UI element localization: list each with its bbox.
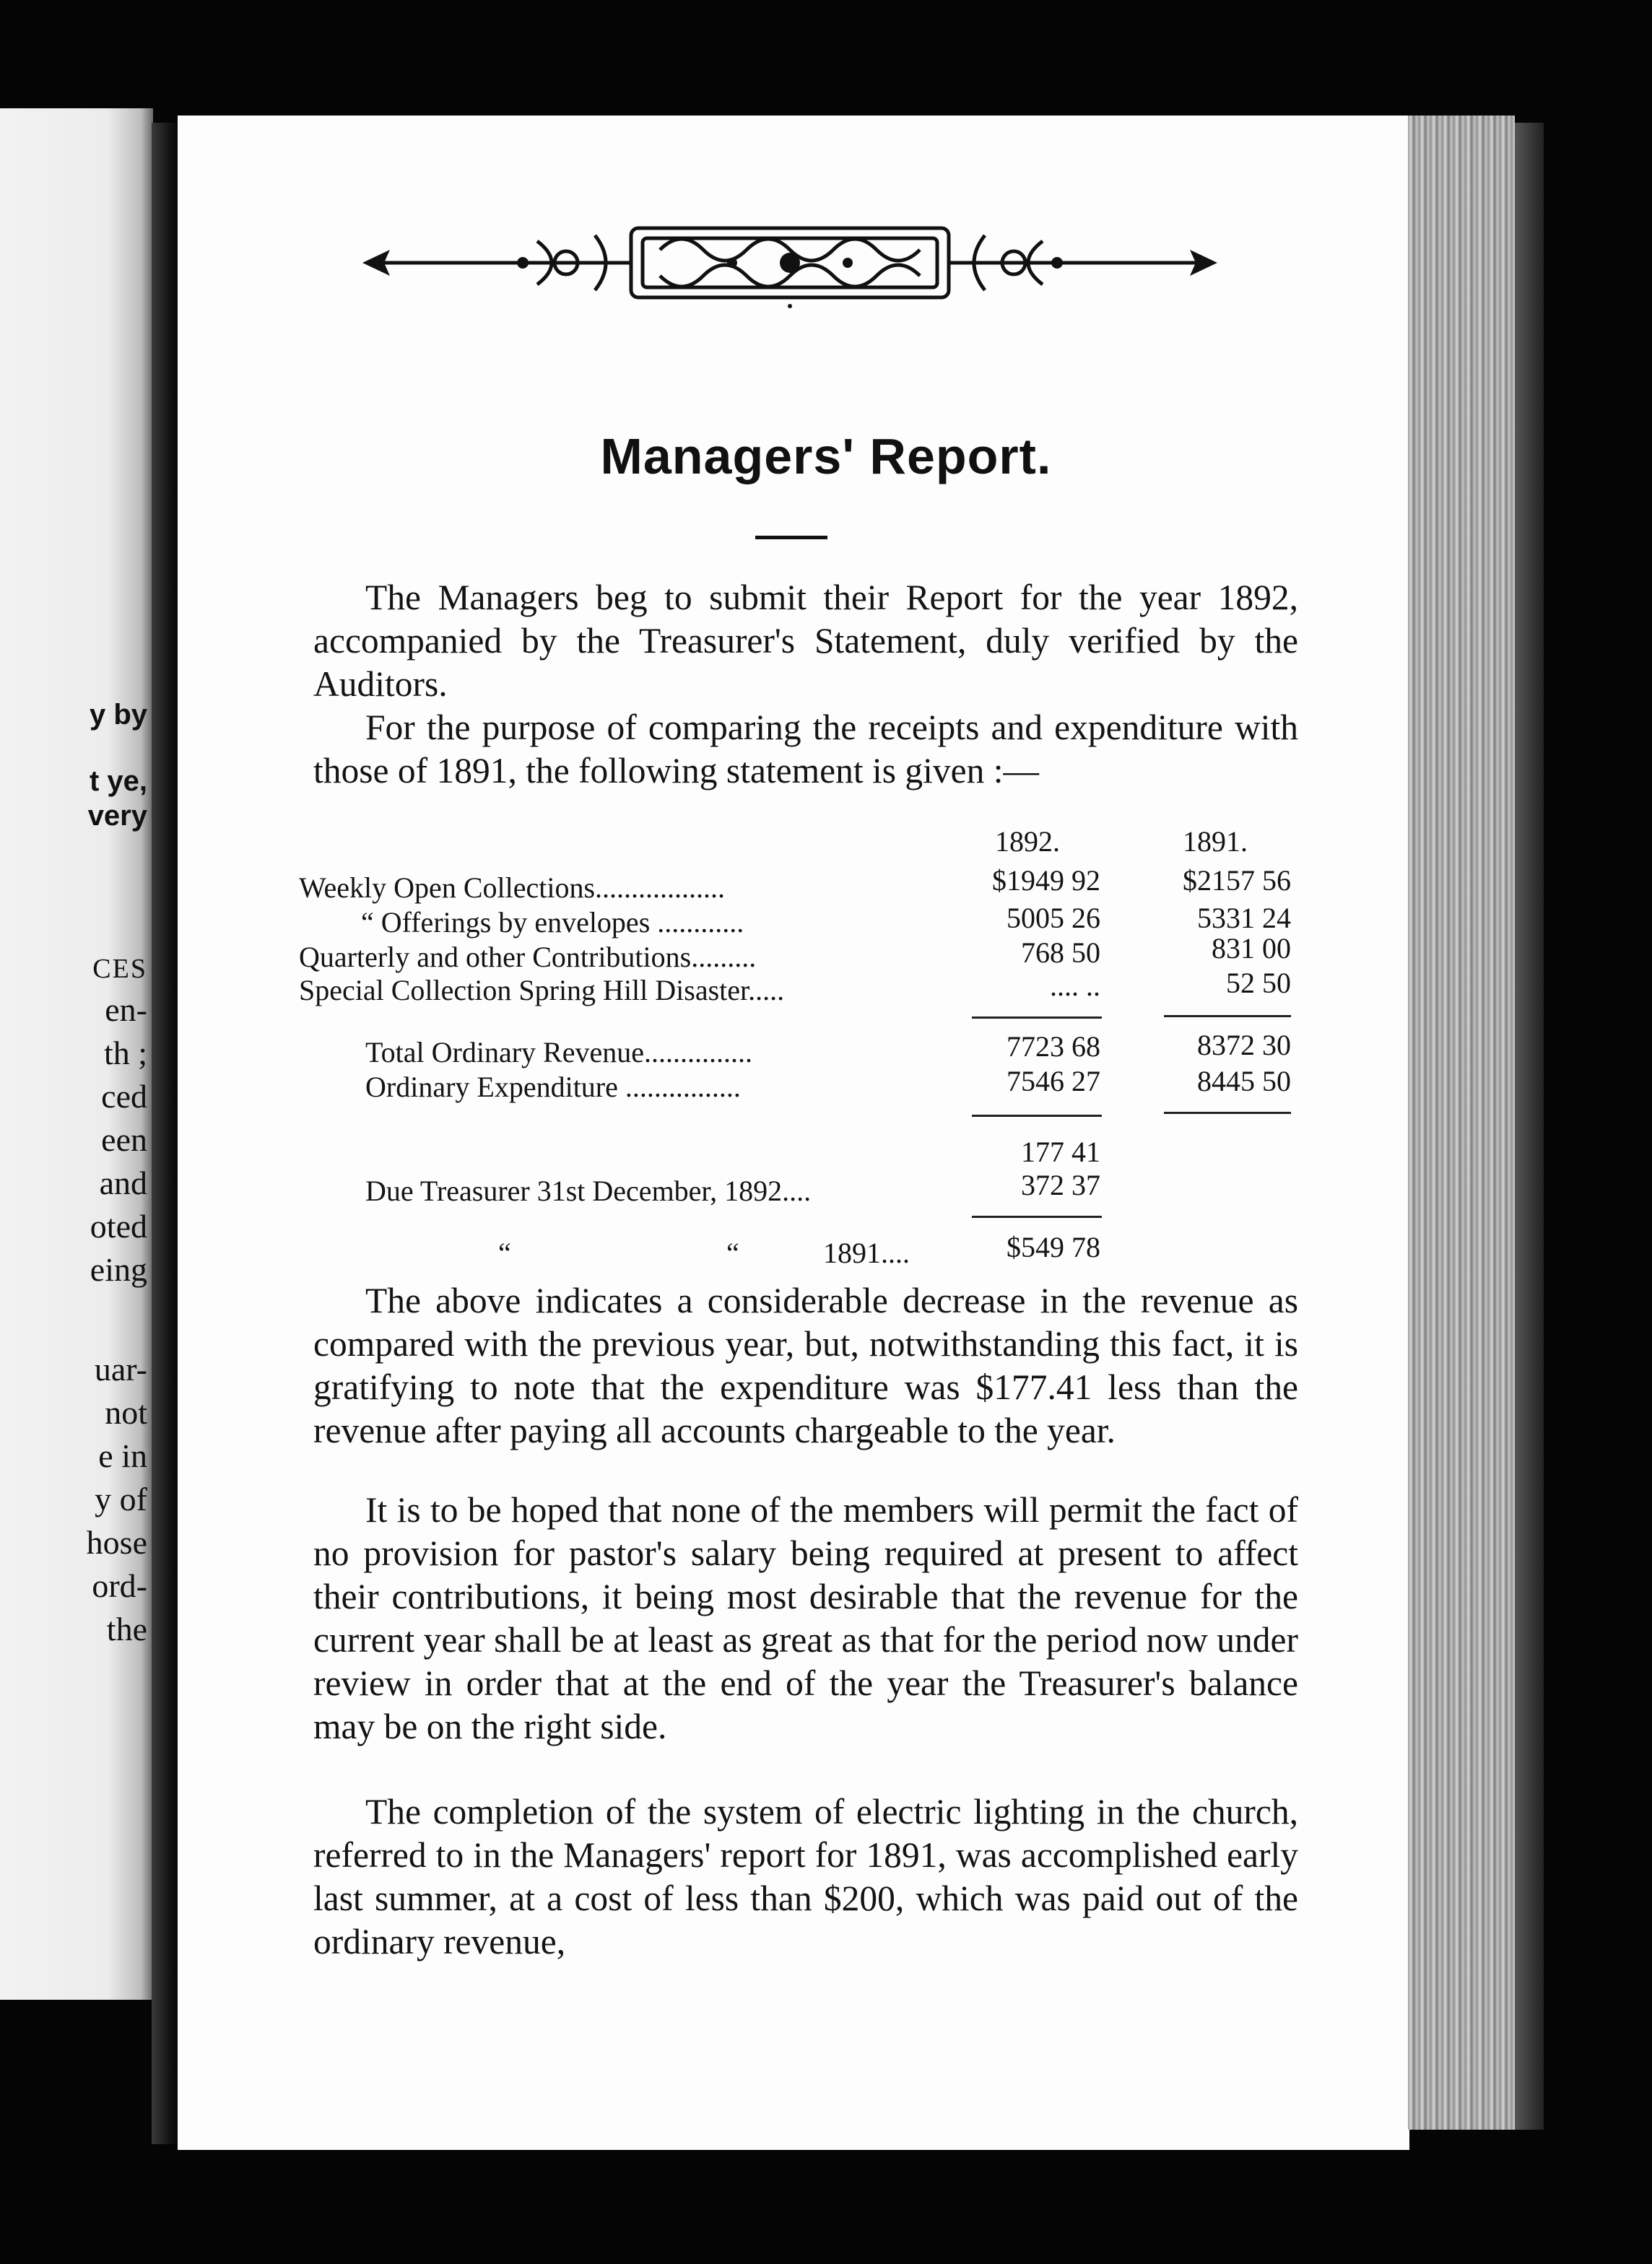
left-page-fragment: eing bbox=[90, 1251, 147, 1288]
ditto-mark: “ bbox=[726, 1237, 739, 1269]
statement-row-label: Special Collection Spring Hill Disaster..... bbox=[299, 974, 785, 1006]
intro-paragraph: For the purpose of comparing the receipts and expenditure with those of 1891, the following statement is given :— bbox=[313, 708, 1298, 791]
statement-value-1891: $2157 56 bbox=[1183, 864, 1291, 897]
statement-value-1892: 5005 26 bbox=[1007, 902, 1100, 934]
left-page-fragment: not bbox=[105, 1394, 147, 1431]
left-page-fragment: oted bbox=[90, 1208, 147, 1245]
left-page-fragment: uar- bbox=[94, 1351, 147, 1388]
left-page-fragment: ord- bbox=[92, 1567, 147, 1604]
due-rule bbox=[972, 1216, 1102, 1218]
body-paragraph: The completion of the system of electric lighting in the church, referred to in the Managers' report for 1891, was accomplished early last summer, at a cost of less than $200, which was paid out of the ordinary revenue, bbox=[313, 1792, 1298, 1962]
statement-value-1891: 5331 24 bbox=[1197, 902, 1291, 934]
intro-paragraph: The Managers beg to submit their Report for the year 1892, accompanied by the Treasurer's Statement, duly verified by the Auditors. bbox=[313, 578, 1298, 704]
left-page-fragment: hose bbox=[86, 1524, 147, 1561]
title-rule bbox=[755, 536, 827, 539]
page-edges bbox=[1408, 116, 1515, 2130]
due-1891-year-label: 1891.... bbox=[823, 1237, 910, 1269]
left-page-fragment: CES bbox=[92, 954, 147, 984]
total-value-1891: 8445 50 bbox=[1197, 1065, 1291, 1097]
statement-row-label: Quarterly and other Contributions......... bbox=[299, 941, 757, 973]
statement-value-1891: 831 00 bbox=[1212, 932, 1291, 965]
statement-value-1892: .... .. bbox=[1050, 970, 1100, 1002]
body-paragraph: It is to be hoped that none of the members will permit the fact of no provision for pastor's salary being required at present to affect their contributions, it being most desirable that the revenue for the current year shall be at least as great as that for the period now under review in order that at the end of the year the Treasurer's balance may be on the right side. bbox=[313, 1490, 1298, 1746]
page-edges-shadow bbox=[1515, 123, 1544, 2130]
left-page-fragment: t ye, bbox=[89, 765, 147, 797]
statement-row-label: “ Offerings by envelopes ............ bbox=[361, 906, 744, 939]
total-value-1891: 8372 30 bbox=[1197, 1029, 1291, 1061]
total-value-1892: 7546 27 bbox=[1007, 1065, 1100, 1097]
left-page-fragment: en- bbox=[105, 991, 147, 1028]
statement-value-1891: 52 50 bbox=[1226, 967, 1291, 999]
due-treasurer-value: 372 37 bbox=[1021, 1169, 1100, 1201]
ornament-header-icon bbox=[357, 206, 1223, 315]
subtotal-rule bbox=[972, 1016, 1102, 1019]
total-row-label: Total Ordinary Revenue............... bbox=[365, 1036, 752, 1068]
subtotal-rule bbox=[1164, 1015, 1291, 1017]
total-rule bbox=[972, 1115, 1102, 1117]
total-rule bbox=[1164, 1112, 1291, 1114]
left-page-fragment: y by bbox=[89, 699, 147, 731]
total-row-label: Ordinary Expenditure ................ bbox=[365, 1071, 741, 1103]
due-treasurer-label: Due Treasurer 31st December, 1892.... bbox=[365, 1175, 812, 1207]
left-page-fragment: very bbox=[87, 800, 147, 832]
left-page-fragment: ced bbox=[101, 1078, 147, 1115]
column-header-1891: 1891. bbox=[1183, 825, 1248, 858]
statement-value-1892: $1949 92 bbox=[992, 864, 1100, 897]
ditto-mark: “ bbox=[498, 1237, 511, 1269]
page-title: Managers' Report. bbox=[600, 428, 1052, 484]
left-page-fragment: een bbox=[101, 1121, 147, 1158]
left-page-fragment: th ; bbox=[103, 1035, 147, 1071]
due-1891-value: $549 78 bbox=[1007, 1231, 1100, 1263]
left-page-fragment: y of bbox=[95, 1481, 147, 1518]
body-paragraph: The above indicates a considerable decrease in the revenue as compared with the previous year, but, notwithstanding this fact, it is gratifying to note that the expenditure was $177.41 less than the revenue after paying all accounts chargeable to the year. bbox=[313, 1281, 1298, 1450]
statement-value-1892: 768 50 bbox=[1021, 936, 1100, 969]
column-header-1892: 1892. bbox=[995, 825, 1060, 858]
left-page-fragment: e in bbox=[98, 1437, 147, 1474]
left-page-fragment: and bbox=[99, 1164, 147, 1201]
left-page-fragment: the bbox=[106, 1611, 147, 1647]
total-value-1892: 7723 68 bbox=[1007, 1030, 1100, 1063]
statement-row-label: Weekly Open Collections.................. bbox=[299, 871, 726, 904]
balance-value: 177 41 bbox=[1021, 1136, 1100, 1168]
left-facing-page bbox=[0, 108, 153, 2000]
